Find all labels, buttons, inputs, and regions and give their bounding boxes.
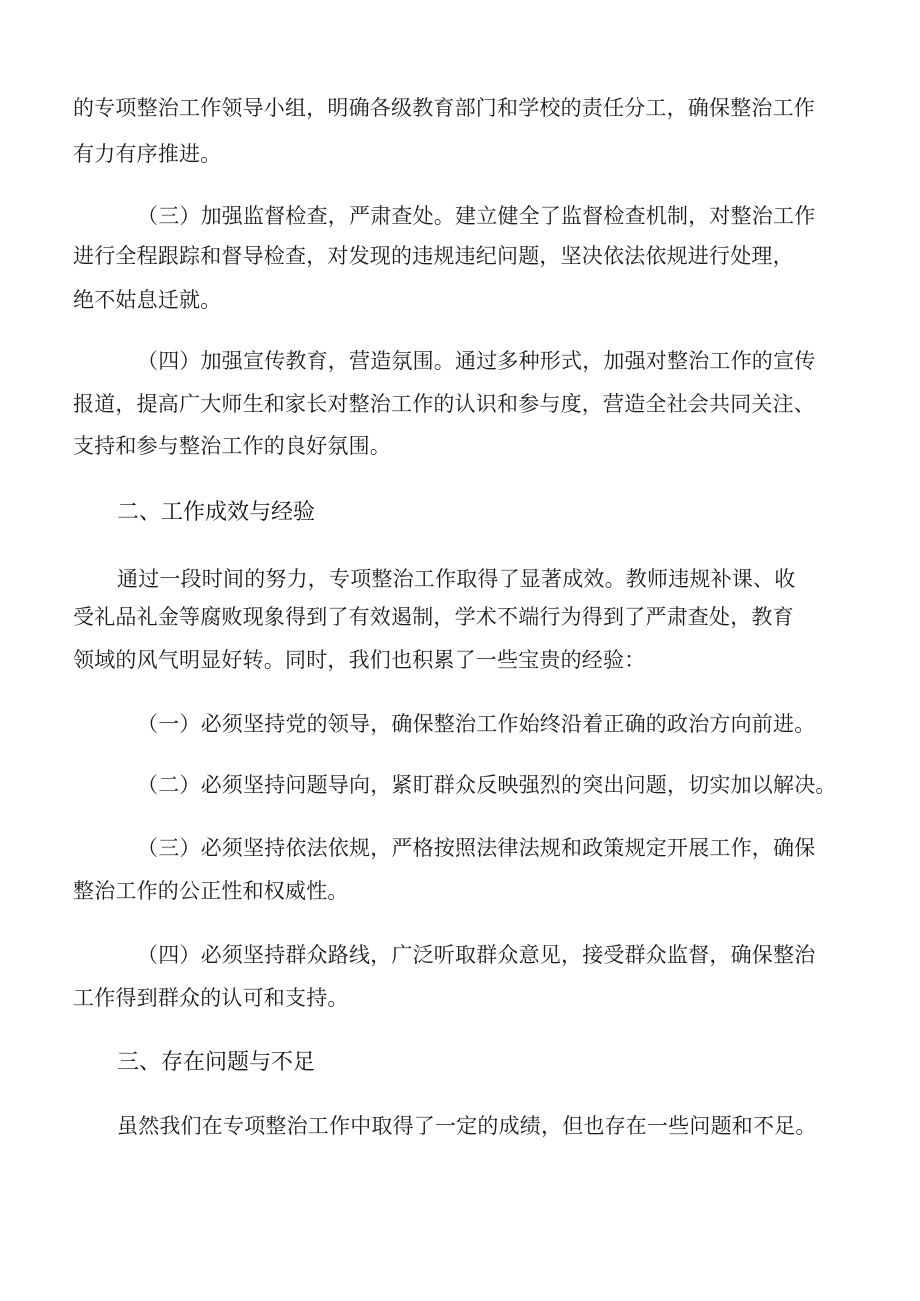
paragraph-line: 进行全程跟踪和督导检查，对发现的违规违纪问题，坚决依法依规进行处理， (73, 244, 794, 268)
paragraph-line: 的专项整治工作领导小组，明确各级教育部门和学校的责任分工，确保整治工作 (73, 96, 815, 120)
paragraph-line: （二）必须坚持问题导向，紧盯群众反映强烈的突出问题，切实加以解决。 (137, 773, 837, 797)
paragraph-line: 虽然我们在专项整治工作中取得了一定的成绩，但也存在一些问题和不足。 (117, 1114, 817, 1138)
paragraph-line: 支持和参与整治工作的良好氛围。 (73, 434, 391, 458)
paragraph-line: 通过一段时间的努力，专项整治工作取得了显著成效。教师违规补课、收 (117, 567, 796, 591)
paragraph-line: 绝不姑息迁就。 (73, 288, 222, 312)
paragraph-line: 有力有序推进。 (73, 142, 222, 166)
paragraph-line: （一）必须坚持党的领导，确保整治工作始终沿着正确的政治方向前进。 (137, 712, 816, 736)
paragraph-line: 工作得到群众的认可和支持。 (73, 986, 349, 1010)
paragraph-line: （四）必须坚持群众路线，广泛听取群众意见，接受群众监督，确保整治 (137, 943, 816, 967)
section-heading: 三、存在问题与不足 (117, 1050, 316, 1075)
paragraph-line: （三）加强监督检查，严肃查处。建立健全了监督检查机制，对整治工作 (137, 204, 816, 228)
section-heading: 二、工作成效与经验 (117, 500, 316, 525)
paragraph-line: 领域的风气明显好转。同时，我们也积累了一些宝贵的经验： (73, 648, 646, 672)
paragraph-line: 受礼品礼金等腐败现象得到了有效遏制，学术不端行为得到了严肃查处，教育 (73, 605, 794, 629)
paragraph-line: 整治工作的公正性和权威性。 (73, 879, 349, 903)
paragraph-line: （四）加强宣传教育，营造氛围。通过多种形式，加强对整治工作的宣传 (137, 349, 816, 373)
paragraph-line: （三）必须坚持依法依规，严格按照法律法规和政策规定开展工作，确保 (137, 836, 816, 860)
paragraph-line: 报道，提高广大师生和家长对整治工作的认识和参与度，营造全社会共同关注、 (73, 392, 815, 416)
